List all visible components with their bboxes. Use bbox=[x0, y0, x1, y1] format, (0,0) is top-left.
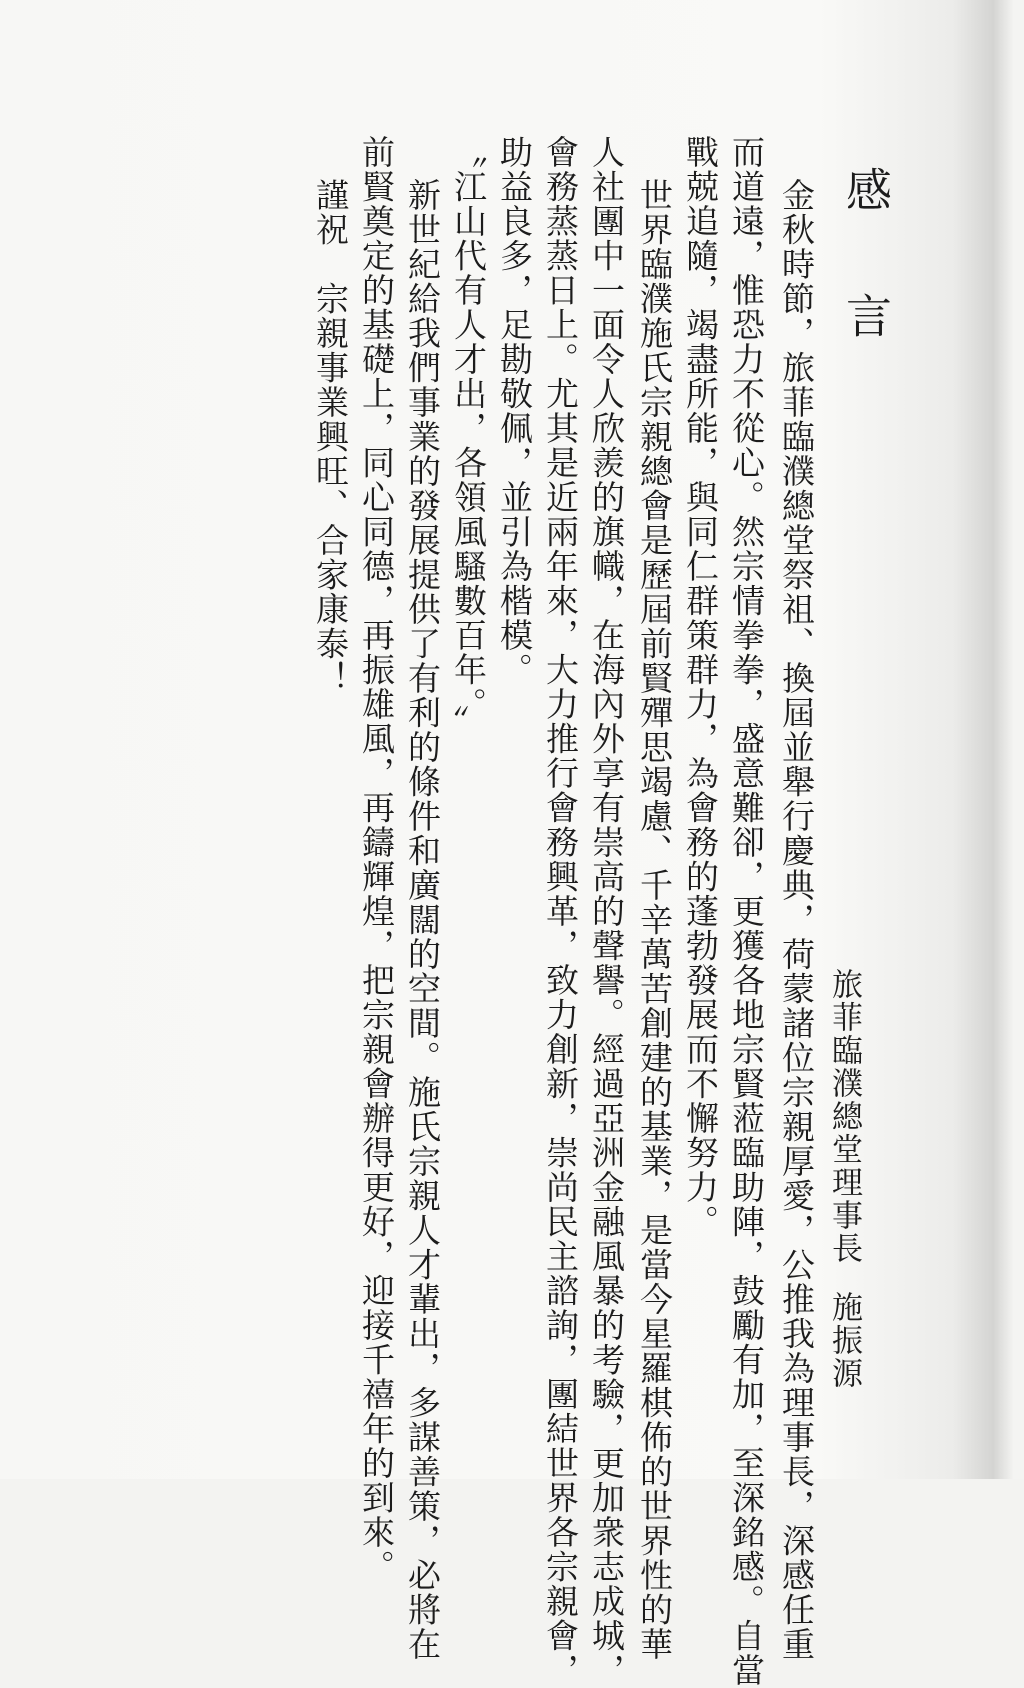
text-column-11: 謹祝 宗親事業興旺、合家康泰！ bbox=[311, 178, 350, 696]
text-column-10: 前賢奠定的基礎上，同心同德，再振雄風，再鑄輝煌，把宗親會辦得更好，迎接千禧年的到來。 bbox=[357, 135, 396, 1584]
text-column-5: 人社團中一面令人欣羨的旗幟，在海內外享有崇高的聲譽。經過亞洲金融風暴的考驗，更加衆志成城， bbox=[587, 135, 626, 1688]
signature bbox=[826, 968, 862, 1390]
text-column-3: 戰兢追隨，竭盡所能，與同仁群策群力，為會務的蓬勃發展而不懈努力。 bbox=[681, 135, 720, 1239]
text-column-8: 〝江山代有人才出，各領風騷數百年。〞 bbox=[449, 135, 488, 740]
text-column-9: 新世紀給我們事業的發展提供了有利的條件和廣闊的空間。施氏宗親人才輩出，多謀善策，必將在 bbox=[403, 178, 442, 1662]
text-column-1: 金秋時節，旅菲臨濮總堂祭祖、換屆並舉行慶典，荷蒙諸位宗親厚愛，公推我為理事長，深感任重 bbox=[777, 178, 816, 1662]
signature-name: 施振源 bbox=[826, 1291, 862, 1390]
text-column-4: 世界臨濮施氏宗親總會是歷屆前賢殫思竭慮、千辛萬苦創建的基業，是當今星羅棋佈的世界性的華 bbox=[635, 178, 674, 1662]
page-title: 感言 bbox=[839, 166, 893, 418]
text-column-6: 會務蒸蒸日上。尤其是近兩年來，大力推行會務興革，致力創新，崇尚民主諮詢，團結世界各宗親會， bbox=[541, 135, 580, 1688]
text-column-2: 而道遠，惟恐力不從心。然宗情拳拳，盛意難卻，更獲各地宗賢蒞臨助陣，鼓勵有加，至深銘感。自當 bbox=[727, 135, 766, 1688]
signature-title: 旅菲臨濮總堂理事長 bbox=[826, 968, 862, 1265]
text-column-7: 助益良多，足勘敬佩，並引為楷模。 bbox=[495, 135, 534, 687]
